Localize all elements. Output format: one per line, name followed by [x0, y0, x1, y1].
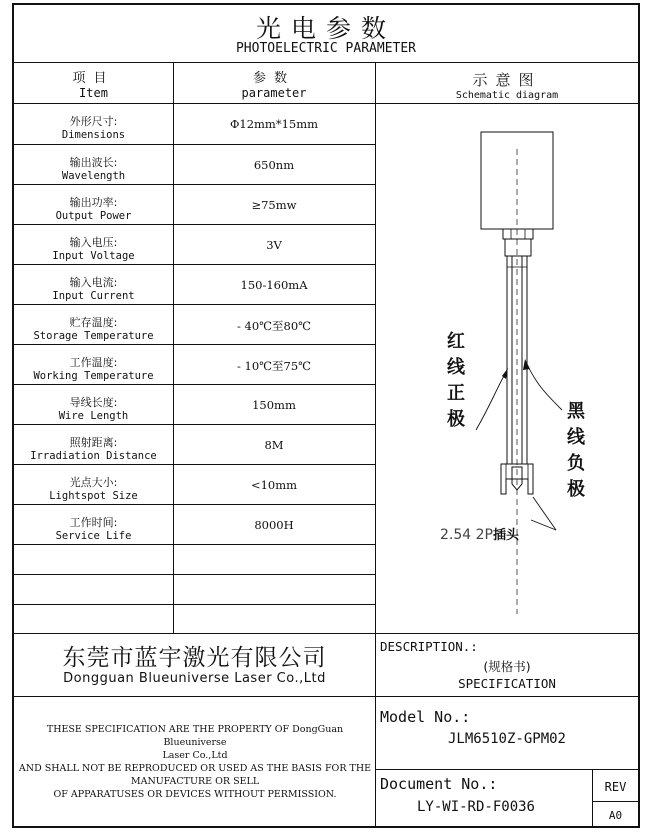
- black-wire-label: 黑 线 负 极: [567, 401, 585, 500]
- document-label: Document No.:: [380, 775, 498, 793]
- description-cn: (规格书): [483, 659, 531, 674]
- table-row: 输出功率: Output Power ≥75mw: [55, 196, 297, 222]
- table-row: 贮存温度: Storage Temperature - 40℃至80℃: [33, 316, 312, 342]
- company-name-cn: 东莞市蓝宇激光有限公司: [62, 645, 327, 671]
- red-leader: [476, 372, 506, 430]
- column-header-item: 项目 Item: [72, 71, 115, 100]
- black-leader: [526, 362, 562, 410]
- property-notice: THESE SPECIFICATION ARE THE PROPERTY OF DongGuan Blueuniverse Laser Co.,Ltd AND SHALL NOT BE REPRODUCED OR USED AS THE BASIS FOR THE MANUFACTURE OR SELL OF APPARATUSES OR DEVICES WITHOUT PERMISSION.: [18, 724, 372, 800]
- table-row: 输出波长: Wavelength 650nm: [61, 156, 295, 182]
- column-header-parameter: 参数 parameter: [241, 71, 307, 100]
- plug-label: 2.54 2P插头: [440, 527, 519, 543]
- empty-row: [14, 574, 375, 575]
- company-name-en: Dongguan Blueuniverse Laser Co.,Ltd: [63, 671, 326, 686]
- divider: [14, 62, 638, 63]
- page-title: 光电参数: [255, 14, 396, 43]
- description-en: SPECIFICATION: [458, 676, 556, 691]
- spec-sheet: [12, 3, 640, 828]
- model-number: JLM6510Z-GPM02: [447, 731, 566, 747]
- red-wire-label: 红 线 正 极: [447, 331, 465, 430]
- table-row: 照射距离: Irradiation Distance 8M: [30, 436, 284, 462]
- table-row: 工作时间: Service Life 8000H: [55, 516, 294, 542]
- model-label: Model No.:: [380, 708, 471, 726]
- table-row: 外形尺寸: Dimensions Φ12mm*15mm: [61, 115, 319, 141]
- table-row: 光点大小: Lightspot Size <10mm: [49, 476, 298, 502]
- table-row: 输入电流: Input Current 150-160mA: [52, 276, 308, 302]
- description-label: DESCRIPTION.:: [380, 639, 478, 654]
- rev-value: A0: [608, 809, 623, 822]
- module-connector: [503, 229, 533, 239]
- document-number: LY-WI-RD-F0036: [416, 799, 535, 815]
- empty-row: [14, 604, 375, 605]
- column-header-diagram: 示意图 Schematic diagram: [455, 71, 559, 101]
- table-row: 工作温度: Working Temperature - 10℃至75℃: [33, 356, 312, 382]
- table-row: 输入电压: Input Voltage 3V: [52, 236, 282, 262]
- page-subtitle: PHOTOELECTRIC PARAMETER: [235, 41, 416, 56]
- schematic-diagram: [376, 104, 638, 633]
- table-row: 导线长度: Wire Length 150mm: [58, 396, 296, 422]
- rev-label: REV: [604, 780, 627, 794]
